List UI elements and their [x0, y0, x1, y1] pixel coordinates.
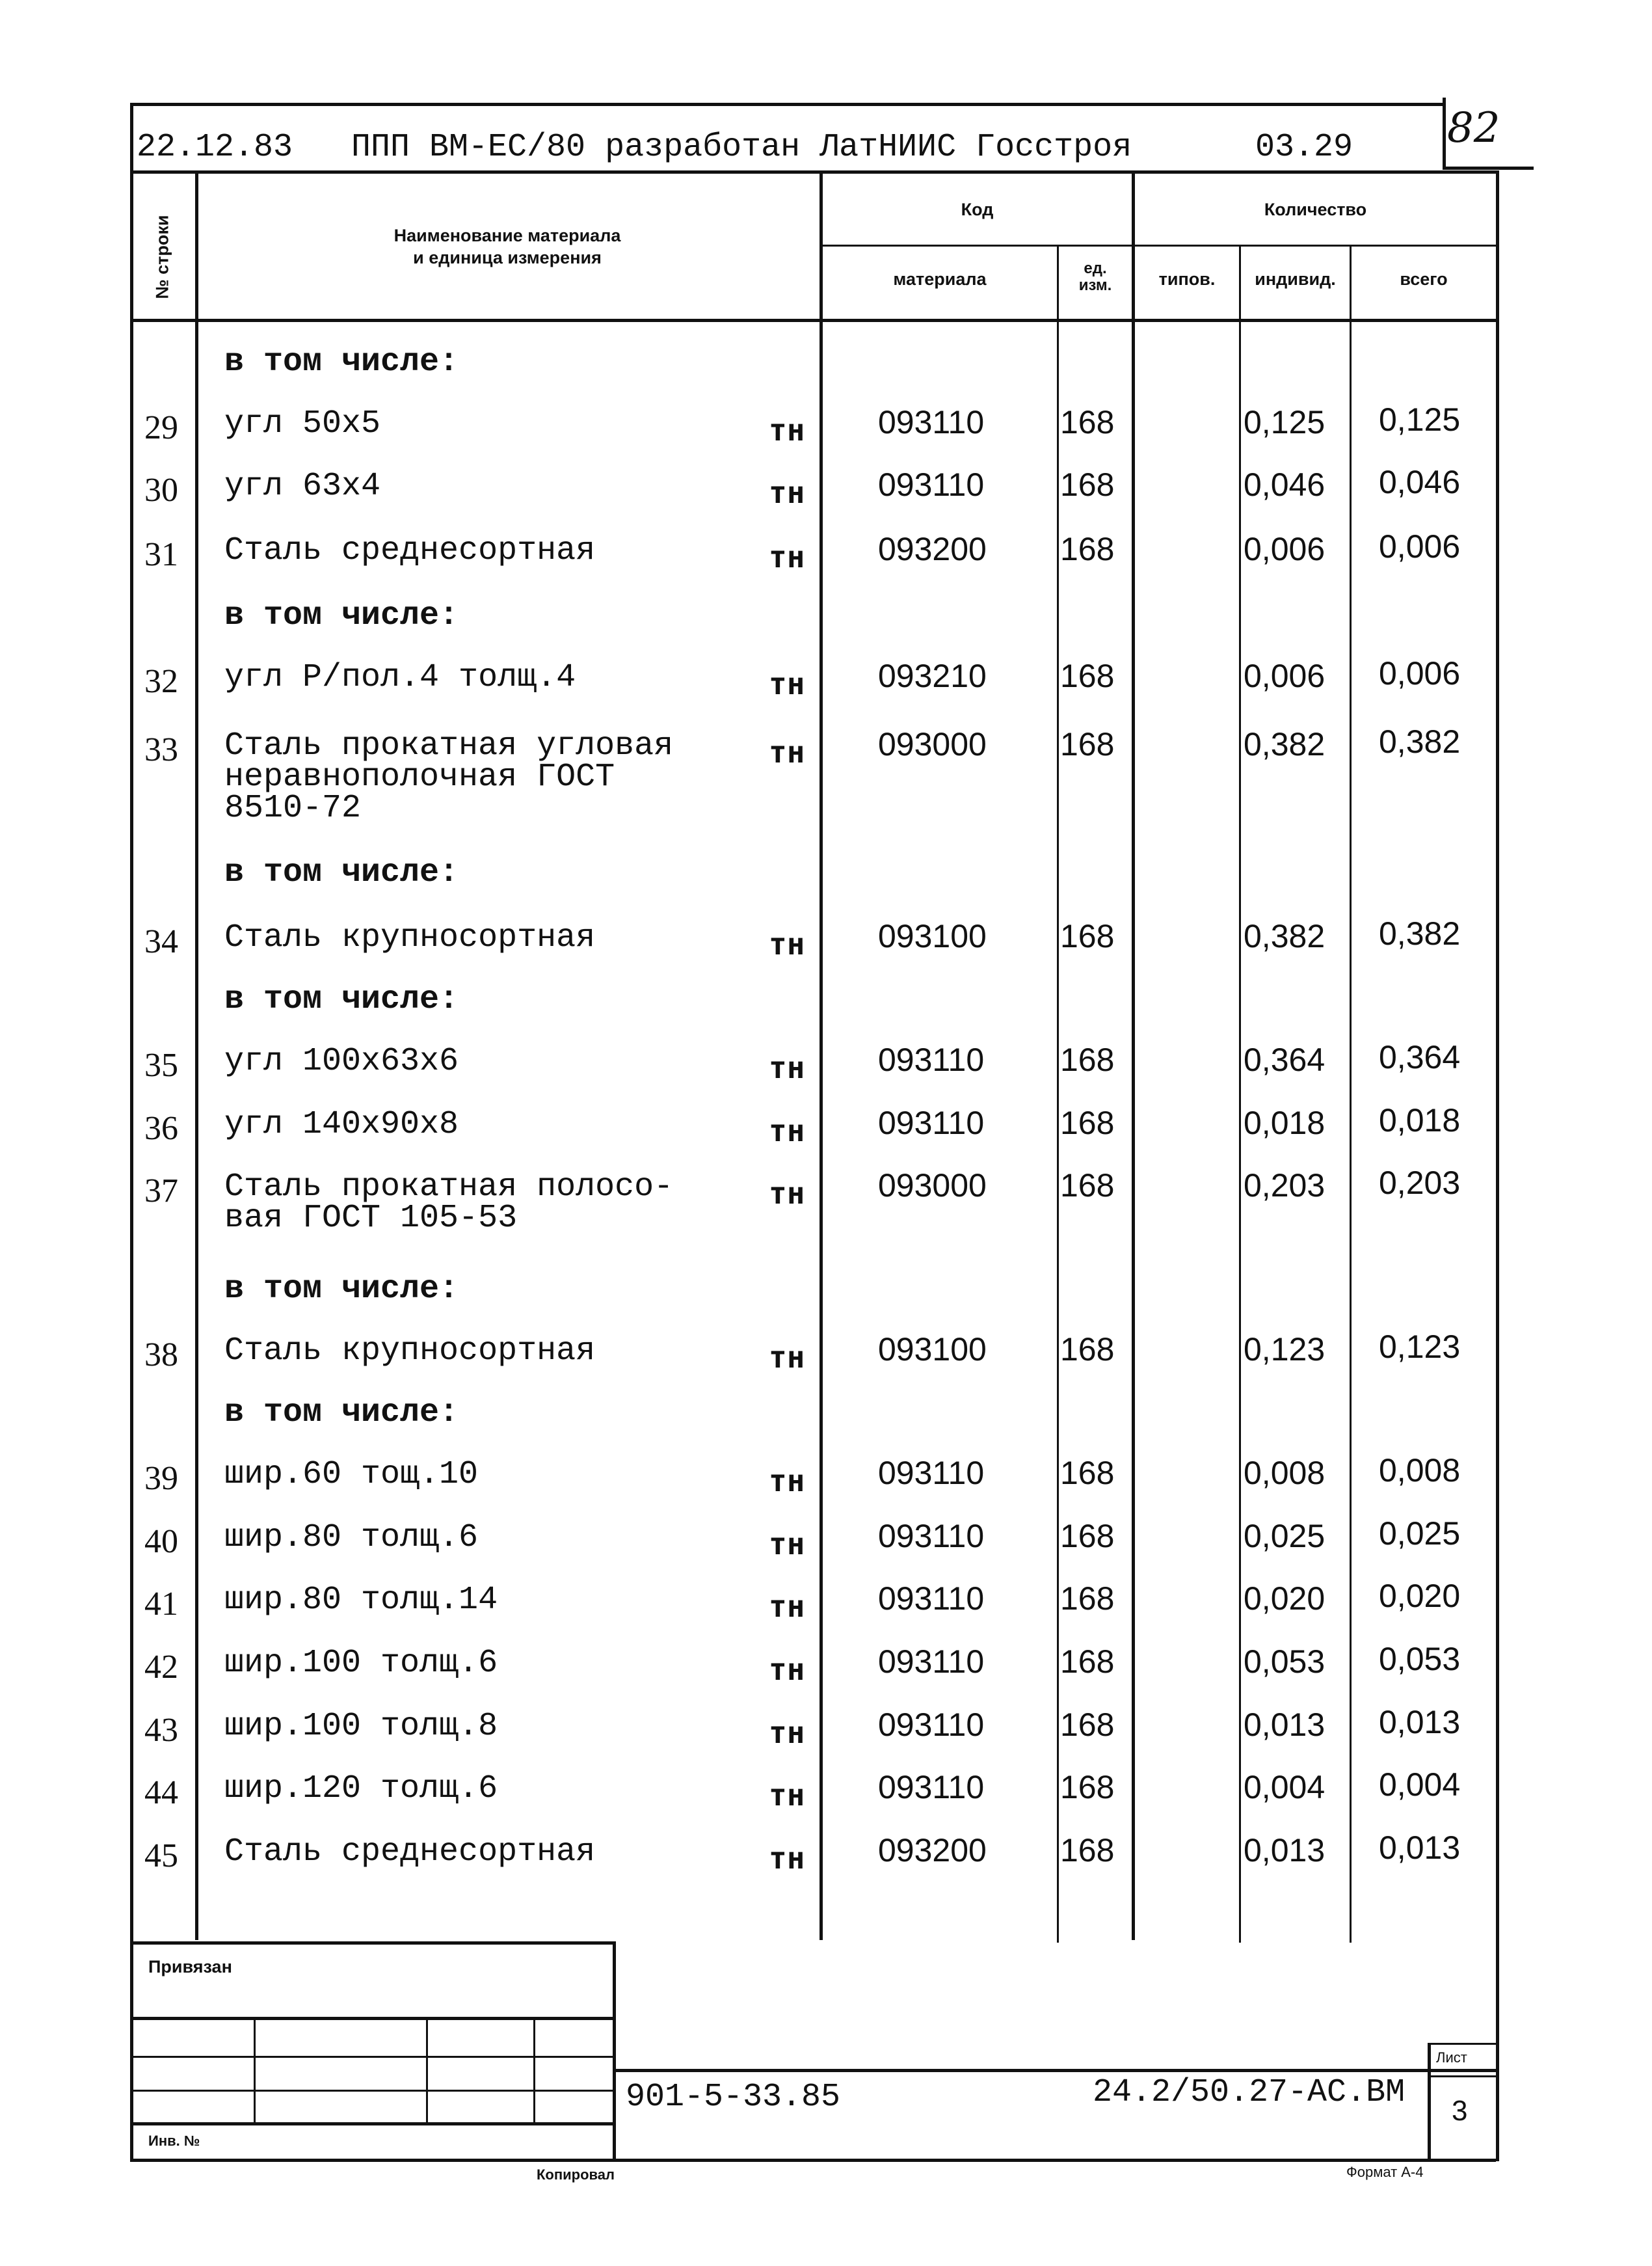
qty-individual: 0,008: [1244, 1455, 1326, 1491]
unit-label: тн: [769, 1589, 805, 1624]
material-code: 093210: [878, 658, 987, 694]
row-number: 30: [144, 472, 178, 509]
qty-individual: 0,004: [1244, 1769, 1326, 1805]
material-code: 093100: [878, 1331, 987, 1368]
unit-code: 168: [1060, 1105, 1115, 1141]
header-qty-total: всего: [1400, 269, 1448, 289]
stamp-sheet-label: Лист: [1436, 2049, 1467, 2066]
qty-total: 0,025: [1379, 1515, 1461, 1552]
table-row: [0, 1706, 1652, 1768]
qty-total: 0,203: [1379, 1165, 1461, 1201]
stamp-rule-1: [130, 2017, 615, 2020]
qty-individual: 0,382: [1244, 918, 1326, 954]
qty-total: 0,382: [1379, 723, 1461, 760]
table-row: [0, 657, 1652, 720]
header-row-num: № строки: [152, 215, 172, 299]
row-number: 31: [144, 536, 178, 573]
table-row: [0, 1643, 1652, 1705]
qty-total: 0,123: [1379, 1329, 1461, 1365]
table-row: [0, 1041, 1652, 1103]
material-code: 093110: [878, 1042, 985, 1078]
unit-label: тн: [769, 735, 805, 770]
header-code-group: Код: [961, 200, 994, 219]
material-name: угл 63х4: [224, 468, 381, 505]
qty-individual: 0,046: [1244, 466, 1326, 503]
table-row: [0, 1104, 1652, 1167]
table-row: [0, 1330, 1652, 1393]
title-block-top: [615, 2069, 1496, 2072]
material-code: 093100: [878, 918, 987, 954]
table-row: [0, 1165, 1652, 1237]
unit-label: тн: [769, 1340, 805, 1375]
row-number: 42: [144, 1649, 178, 1686]
table-row: [0, 1831, 1652, 1894]
header-code-unit: ед. изм.: [1078, 260, 1112, 294]
qty-total: 0,364: [1379, 1039, 1461, 1075]
unit-code: 168: [1060, 1042, 1115, 1078]
qty-total: 0,020: [1379, 1578, 1461, 1614]
unit-label: тн: [769, 1652, 805, 1687]
row-number: 39: [144, 1460, 178, 1497]
material-name: Сталь среднесортная: [224, 1833, 596, 1870]
material-name: угл Р/пол.4 толщ.4: [224, 659, 576, 696]
header-bottom-rule: [130, 319, 1496, 322]
header-qty-typical: типов.: [1158, 269, 1216, 289]
header-top-rule: [130, 170, 1496, 174]
unit-label: тн: [769, 1113, 805, 1148]
table-row: [0, 530, 1652, 593]
stamp-document-code: 24.2/50.27-АС.ВМ: [1093, 2074, 1406, 2111]
unit-code: 168: [1060, 1643, 1115, 1680]
material-name: в том числе:: [224, 854, 459, 891]
subheading-row: [0, 852, 1652, 915]
unit-label: тн: [769, 475, 805, 510]
material-code: 093110: [878, 466, 985, 503]
qty-individual: 0,382: [1244, 726, 1326, 762]
qty-individual: 0,006: [1244, 531, 1326, 567]
material-code: 093110: [878, 1769, 985, 1805]
qty-individual: 0,025: [1244, 1518, 1326, 1554]
stamp-bound-label: Привязан: [148, 1957, 232, 1976]
material-name: угл 140х90х8: [224, 1106, 459, 1143]
header-date: 22.12.83: [137, 129, 293, 166]
unit-code: 168: [1060, 1832, 1115, 1868]
material-name: в том числе:: [224, 1394, 459, 1431]
material-name: в том числе:: [224, 981, 459, 1018]
stamp-copied-label: Копировал: [537, 2166, 615, 2183]
frame-top: [130, 103, 1444, 106]
qty-total: 0,053: [1379, 1641, 1461, 1677]
table-row: [0, 723, 1652, 827]
header-text: ППП ВМ-ЕС/80 разработан ЛатНИИС Госстроя: [351, 129, 1132, 166]
unit-code: 168: [1060, 1769, 1115, 1805]
material-name: шир.60 тощ.10: [224, 1456, 479, 1493]
unit-code: 168: [1060, 1331, 1115, 1368]
material-name: угл 100х63х6: [224, 1043, 459, 1080]
material-name: Сталь среднесортная: [224, 532, 596, 569]
table-row: [0, 1580, 1652, 1642]
qty-total: 0,125: [1379, 401, 1461, 438]
qty-total: 0,004: [1379, 1766, 1461, 1803]
material-code: 093110: [878, 404, 985, 440]
material-name: шир.80 толщ.6: [224, 1519, 479, 1556]
material-name: в том числе:: [224, 1271, 459, 1308]
unit-code: 168: [1060, 1518, 1115, 1554]
table-row: [0, 403, 1652, 466]
sheet-mark-divider: [1443, 98, 1446, 169]
unit-label: тн: [769, 926, 805, 962]
qty-total: 0,006: [1379, 655, 1461, 692]
stamp-divider: [613, 1941, 616, 2161]
unit-label: тн: [769, 1715, 805, 1750]
unit-label: тн: [769, 1526, 805, 1561]
subheading-row: [0, 1392, 1652, 1455]
stamp-col-2: [426, 2017, 428, 2122]
row-number: 36: [144, 1110, 178, 1147]
row-number: 29: [144, 409, 178, 446]
stamp-format-label: Формат А-4: [1346, 2164, 1424, 2180]
qty-individual: 0,013: [1244, 1706, 1326, 1743]
unit-label: тн: [769, 539, 805, 574]
stamp-rule-3: [130, 2090, 615, 2092]
header-code: 03.29: [1255, 129, 1353, 166]
header-qty-individual: индивид.: [1255, 269, 1336, 289]
material-code: 093110: [878, 1105, 985, 1141]
qty-individual: 0,018: [1244, 1105, 1326, 1141]
unit-label: тн: [769, 1463, 805, 1498]
sheet-box-mid: [1428, 2075, 1496, 2077]
subheading-row: [0, 979, 1652, 1042]
material-code: 093000: [878, 726, 987, 762]
unit-label: тн: [769, 1777, 805, 1813]
qty-total: 0,013: [1379, 1829, 1461, 1866]
row-number: 43: [144, 1712, 178, 1749]
row-number: 37: [144, 1172, 178, 1209]
unit-code: 168: [1060, 658, 1115, 694]
header-code-material: материала: [893, 269, 987, 289]
sheet-mark-underline: [1443, 167, 1534, 170]
row-number: 34: [144, 923, 178, 960]
material-code: 093000: [878, 1167, 987, 1204]
material-name: шир.100 толщ.8: [224, 1708, 498, 1745]
qty-individual: 0,013: [1244, 1832, 1326, 1868]
stamp-series-code: 901-5-33.85: [626, 2079, 841, 2116]
material-name: шир.100 толщ.6: [224, 1645, 498, 1682]
qty-total: 0,018: [1379, 1102, 1461, 1139]
qty-total: 0,046: [1379, 464, 1461, 500]
unit-code: 168: [1060, 1455, 1115, 1491]
qty-total: 0,008: [1379, 1452, 1461, 1489]
qty-individual: 0,123: [1244, 1331, 1326, 1368]
row-number: 41: [144, 1585, 178, 1623]
material-code: 093110: [878, 1643, 985, 1680]
material-name: Сталь прокатная угловая неравнополочная ГОСТ 8510-72: [224, 727, 674, 827]
material-code: 093110: [878, 1518, 985, 1554]
sheet-mark: 82: [1447, 104, 1500, 152]
row-number: 35: [144, 1047, 178, 1084]
subheading-row: [0, 342, 1652, 404]
unit-label: тн: [769, 412, 805, 448]
material-name: Сталь прокатная полосо- вая ГОСТ 105-53: [224, 1168, 674, 1237]
qty-individual: 0,053: [1244, 1643, 1326, 1680]
row-number: 45: [144, 1837, 178, 1874]
unit-code: 168: [1060, 466, 1115, 503]
row-number: 38: [144, 1336, 178, 1373]
stamp-sheet-number: 3: [1452, 2095, 1468, 2127]
qty-individual: 0,006: [1244, 658, 1326, 694]
qty-individual: 0,125: [1244, 404, 1326, 440]
frame-bottom: [130, 2159, 1496, 2162]
stamp-col-1: [254, 2017, 256, 2122]
table-row: [0, 917, 1652, 980]
header-material-name: Наименование материала и единица измерения: [393, 226, 621, 267]
material-name: в том числе:: [224, 344, 459, 381]
unit-code: 168: [1060, 1706, 1115, 1743]
qty-total: 0,006: [1379, 528, 1461, 565]
material-code: 093200: [878, 531, 987, 567]
material-name: шир.80 толщ.14: [224, 1582, 498, 1619]
unit-label: тн: [769, 1176, 805, 1211]
qty-total: 0,013: [1379, 1704, 1461, 1740]
material-name: шир.120 толщ.6: [224, 1770, 498, 1807]
material-name: Сталь крупносортная: [224, 1332, 596, 1369]
sheet-box-top: [1428, 2043, 1496, 2045]
stamp-inv-label: Инв. №: [148, 2133, 200, 2149]
material-name: в том числе:: [224, 597, 459, 634]
subheading-row: [0, 595, 1652, 658]
unit-code: 168: [1060, 726, 1115, 762]
material-code: 093110: [878, 1455, 985, 1491]
unit-code: 168: [1060, 531, 1115, 567]
qty-total: 0,382: [1379, 915, 1461, 952]
unit-label: тн: [769, 666, 805, 701]
header-mid-rule: [819, 245, 1496, 247]
table-row: [0, 1454, 1652, 1517]
table-row: [0, 1517, 1652, 1580]
subheading-row: [0, 1269, 1652, 1331]
unit-code: 168: [1060, 1580, 1115, 1617]
header-qty-group: Количество: [1264, 200, 1367, 219]
unit-code: 168: [1060, 1167, 1115, 1204]
row-number: 33: [144, 731, 178, 768]
stamp-top: [130, 1941, 615, 1945]
row-number: 40: [144, 1523, 178, 1560]
qty-individual: 0,364: [1244, 1042, 1326, 1078]
table-row: [0, 1768, 1652, 1831]
row-number: 44: [144, 1774, 178, 1811]
material-code: 093110: [878, 1580, 985, 1617]
unit-label: тн: [769, 1841, 805, 1876]
material-name: угл 50х5: [224, 405, 381, 442]
stamp-col-3: [533, 2017, 535, 2122]
material-name: Сталь крупносортная: [224, 919, 596, 956]
table-row: [0, 466, 1652, 528]
unit-label: тн: [769, 1050, 805, 1085]
stamp-rule-2: [130, 2056, 615, 2058]
material-code: 093200: [878, 1832, 987, 1868]
qty-individual: 0,203: [1244, 1167, 1326, 1204]
sheet-box-left: [1428, 2043, 1431, 2159]
unit-code: 168: [1060, 404, 1115, 440]
stamp-rule-4: [130, 2122, 615, 2125]
material-code: 093110: [878, 1706, 985, 1743]
qty-individual: 0,020: [1244, 1580, 1326, 1617]
unit-code: 168: [1060, 918, 1115, 954]
row-number: 32: [144, 663, 178, 700]
